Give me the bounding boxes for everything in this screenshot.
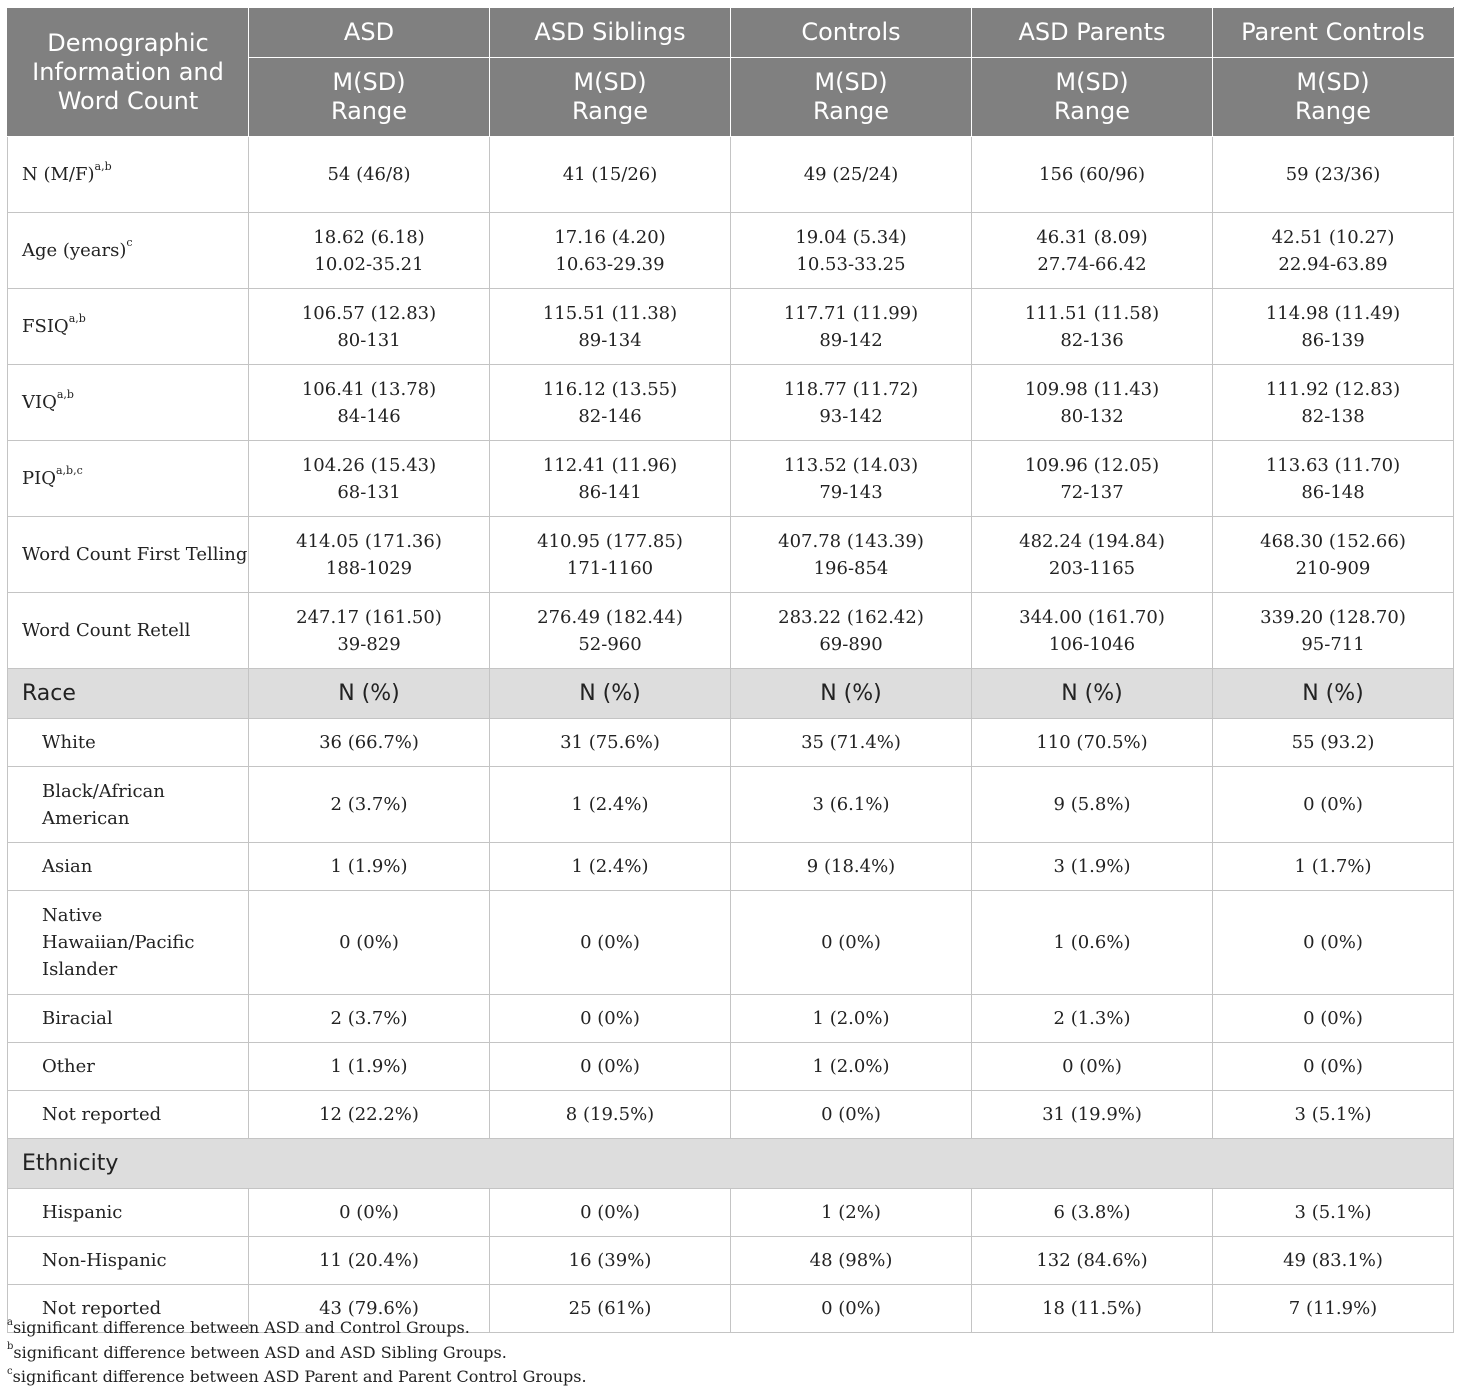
- race-section-title: Race: [8, 669, 249, 719]
- data-cell: [490, 593, 731, 669]
- data-cell: [490, 365, 731, 441]
- mean-sd-value: 414.05 (171.36): [296, 530, 442, 552]
- stat-header-mean: M(SD): [814, 68, 888, 96]
- footnote-mark: b: [7, 1341, 14, 1353]
- race-stat-label: N (%): [731, 669, 972, 719]
- data-cell: 6 (3.8%): [972, 1189, 1213, 1237]
- data-cell: 2 (3.7%): [249, 995, 490, 1043]
- row-label-superscript: a,b: [68, 312, 86, 325]
- data-cell: 1 (1.9%): [249, 843, 490, 891]
- row-label: Not reported: [8, 1285, 249, 1333]
- data-cell: 43 (79.6%): [249, 1285, 490, 1333]
- table-row: [8, 593, 1454, 669]
- row-label-superscript: a,b: [56, 388, 74, 401]
- table-row: [8, 137, 1454, 213]
- footnote: [7, 1316, 587, 1341]
- data-cell: [249, 365, 490, 441]
- data-cell: 1 (2%): [731, 1189, 972, 1237]
- range-value: 82-146: [578, 405, 642, 427]
- row-label: Hispanic: [8, 1189, 249, 1237]
- mean-sd-value: 407.78 (143.39): [778, 530, 924, 552]
- mean-sd-value: 115.51 (11.38): [542, 302, 678, 324]
- data-cell: [731, 213, 972, 289]
- data-cell: 0 (0%): [731, 1091, 972, 1139]
- mean-sd-value: 482.24 (194.84): [1019, 530, 1165, 552]
- first-column-header: Demographic Information and Word Count: [8, 8, 249, 137]
- data-cell: [490, 441, 731, 517]
- race-stat-label: N (%): [972, 669, 1213, 719]
- table-row: [8, 767, 1454, 843]
- row-label-text: VIQ: [22, 392, 57, 413]
- mean-sd-value: 18.62 (6.18): [313, 226, 425, 248]
- footnote-text: significant difference between ASD Parent and Parent Control Groups.: [12, 1367, 587, 1386]
- group-header-asd: ASD: [249, 8, 490, 58]
- data-cell: 0 (0%): [249, 1189, 490, 1237]
- footnote-text: significant difference between ASD and ASD Sibling Groups.: [13, 1342, 507, 1362]
- row-label: Biracial: [8, 995, 249, 1043]
- demographics-table: [7, 7, 1454, 1333]
- stat-header: [249, 58, 490, 137]
- range-value: 93-142: [819, 405, 883, 427]
- mean-sd-value: 111.51 (11.58): [1024, 302, 1160, 324]
- mean-sd-value: 109.96 (12.05): [1024, 454, 1160, 476]
- range-value: 86-148: [1301, 481, 1365, 503]
- data-cell: [972, 137, 1213, 213]
- range-value: 72-137: [1060, 481, 1124, 503]
- mean-sd-value: 46.31 (8.09): [1036, 226, 1148, 248]
- mean-sd-value: 17.16 (4.20): [554, 226, 666, 248]
- data-cell: 0 (0%): [731, 1285, 972, 1333]
- mean-sd-value: 344.00 (161.70): [1019, 606, 1165, 628]
- table-row: [8, 843, 1454, 891]
- data-cell: 1 (2.0%): [731, 1043, 972, 1091]
- row-label: Native Hawaiian/Pacific Islander: [8, 891, 249, 995]
- data-cell: 0 (0%): [1213, 767, 1454, 843]
- race-stat-label: N (%): [1213, 669, 1454, 719]
- data-cell: [490, 517, 731, 593]
- demographics-table-container: [7, 7, 1453, 1333]
- data-cell: [1213, 289, 1454, 365]
- table-row: [8, 1091, 1454, 1139]
- range-value: 89-142: [819, 329, 883, 351]
- table-row: [8, 517, 1454, 593]
- data-cell: [731, 593, 972, 669]
- mean-sd-value: 41 (15/26): [562, 164, 658, 185]
- row-label-text: Word Count First Telling: [22, 544, 248, 565]
- mean-sd-value: 54 (46/8): [327, 164, 411, 185]
- row-label: [8, 289, 249, 365]
- range-value: 82-136: [1060, 329, 1124, 351]
- data-cell: [249, 593, 490, 669]
- data-cell: [1213, 213, 1454, 289]
- mean-sd-value: 113.63 (11.70): [1265, 454, 1401, 476]
- data-cell: [731, 441, 972, 517]
- data-cell: [731, 289, 972, 365]
- row-label: Black/African American: [8, 767, 249, 843]
- row-label: [8, 213, 249, 289]
- data-cell: 0 (0%): [490, 1189, 731, 1237]
- row-label-text: Age (years): [22, 240, 127, 261]
- range-value: 210-909: [1295, 557, 1371, 579]
- data-cell: [731, 365, 972, 441]
- stat-header: [490, 58, 731, 137]
- range-value: 10.53-33.25: [796, 253, 906, 275]
- range-value: 80-131: [337, 329, 401, 351]
- row-label: [8, 365, 249, 441]
- mean-sd-value: 104.26 (15.43): [301, 454, 437, 476]
- data-cell: 35 (71.4%): [731, 719, 972, 767]
- table-row: [8, 1189, 1454, 1237]
- range-value: 10.02-35.21: [314, 253, 424, 275]
- mean-sd-value: 42.51 (10.27): [1271, 226, 1395, 248]
- data-cell: [490, 289, 731, 365]
- data-cell: [1213, 441, 1454, 517]
- mean-sd-value: 247.17 (161.50): [296, 606, 442, 628]
- table-row: [8, 891, 1454, 995]
- row-label-text: FSIQ: [22, 316, 69, 337]
- range-value: 106-1046: [1048, 633, 1136, 655]
- row-label-text: PIQ: [22, 468, 56, 489]
- row-label: Non-Hispanic: [8, 1237, 249, 1285]
- range-value: 86-141: [578, 481, 642, 503]
- range-value: 10.63-29.39: [555, 253, 665, 275]
- data-cell: [731, 517, 972, 593]
- range-value: 69-890: [819, 633, 883, 655]
- row-label: [8, 441, 249, 517]
- data-cell: 2 (3.7%): [249, 767, 490, 843]
- mean-sd-value: 113.52 (14.03): [783, 454, 919, 476]
- mean-sd-value: 106.57 (12.83): [301, 302, 437, 324]
- stat-header-range: Range: [812, 97, 890, 125]
- data-cell: 8 (19.5%): [490, 1091, 731, 1139]
- footnote-mark: a: [7, 1316, 13, 1328]
- data-cell: 1 (1.9%): [249, 1043, 490, 1091]
- data-cell: 3 (5.1%): [1213, 1091, 1454, 1139]
- data-cell: [972, 441, 1213, 517]
- stat-header-mean: M(SD): [1296, 68, 1370, 96]
- data-cell: 25 (61%): [490, 1285, 731, 1333]
- data-cell: [972, 213, 1213, 289]
- range-value: 68-131: [337, 481, 401, 503]
- range-value: 80-132: [1060, 405, 1124, 427]
- stat-header: [972, 58, 1213, 137]
- row-label: [8, 593, 249, 669]
- data-cell: 31 (19.9%): [972, 1091, 1213, 1139]
- range-value: 95-711: [1301, 633, 1365, 655]
- row-label: Not reported: [8, 1091, 249, 1139]
- table-row: [8, 1237, 1454, 1285]
- row-label: Asian: [8, 843, 249, 891]
- race-section-header: [8, 669, 1454, 719]
- mean-sd-value: 118.77 (11.72): [783, 378, 919, 400]
- table-row: [8, 213, 1454, 289]
- row-label-text: N (M/F): [22, 164, 95, 185]
- group-header-asd-siblings: ASD Siblings: [490, 8, 731, 58]
- range-value: 79-143: [819, 481, 883, 503]
- data-cell: [972, 365, 1213, 441]
- ethnicity-section-title: Ethnicity: [8, 1139, 1454, 1189]
- footnote-mark: c: [7, 1365, 13, 1377]
- data-cell: [490, 137, 731, 213]
- data-cell: 1 (2.0%): [731, 995, 972, 1043]
- row-label-superscript: a,b: [94, 160, 112, 173]
- data-cell: 31 (75.6%): [490, 719, 731, 767]
- table-row: [8, 719, 1454, 767]
- mean-sd-value: 468.30 (152.66): [1260, 530, 1406, 552]
- mean-sd-value: 276.49 (182.44): [537, 606, 683, 628]
- table-row: [8, 995, 1454, 1043]
- data-cell: 0 (0%): [490, 891, 731, 995]
- data-cell: 48 (98%): [731, 1237, 972, 1285]
- mean-sd-value: 114.98 (11.49): [1265, 302, 1401, 324]
- footnote: [7, 1365, 587, 1390]
- row-label: Other: [8, 1043, 249, 1091]
- data-cell: [249, 289, 490, 365]
- data-cell: 12 (22.2%): [249, 1091, 490, 1139]
- data-cell: 0 (0%): [1213, 891, 1454, 995]
- mean-sd-value: 59 (23/36): [1285, 164, 1381, 185]
- range-value: 82-138: [1301, 405, 1365, 427]
- mean-sd-value: 156 (60/96): [1039, 164, 1145, 185]
- table-header: [8, 8, 1454, 137]
- table-row: [8, 441, 1454, 517]
- group-header-controls: Controls: [731, 8, 972, 58]
- data-cell: 49 (83.1%): [1213, 1237, 1454, 1285]
- stat-header-range: Range: [1053, 97, 1131, 125]
- range-value: 22.94-63.89: [1278, 253, 1388, 275]
- mean-sd-value: 339.20 (128.70): [1260, 606, 1406, 628]
- group-header-parent-controls: Parent Controls: [1213, 8, 1454, 58]
- data-cell: 16 (39%): [490, 1237, 731, 1285]
- demographics-body: [8, 137, 1454, 669]
- data-cell: 0 (0%): [490, 995, 731, 1043]
- range-value: 84-146: [337, 405, 401, 427]
- range-value: 86-139: [1301, 329, 1365, 351]
- data-cell: 1 (1.7%): [1213, 843, 1454, 891]
- mean-sd-value: 109.98 (11.43): [1024, 378, 1160, 400]
- data-cell: [249, 441, 490, 517]
- mean-sd-value: 112.41 (11.96): [542, 454, 678, 476]
- race-body: [8, 669, 1454, 1139]
- data-cell: 2 (1.3%): [972, 995, 1213, 1043]
- mean-sd-value: 19.04 (5.34): [795, 226, 907, 248]
- data-cell: [249, 137, 490, 213]
- data-cell: 18 (11.5%): [972, 1285, 1213, 1333]
- mean-sd-value: 49 (25/24): [803, 164, 899, 185]
- mean-sd-value: 410.95 (177.85): [537, 530, 683, 552]
- data-cell: 3 (5.1%): [1213, 1189, 1454, 1237]
- range-value: 188-1029: [325, 557, 413, 579]
- stat-header: [1213, 58, 1454, 137]
- footnote-text: significant difference between ASD and Control Groups.: [12, 1318, 470, 1337]
- mean-sd-value: 106.41 (13.78): [301, 378, 437, 400]
- row-label: [8, 137, 249, 213]
- ethnicity-body: [8, 1139, 1454, 1333]
- group-header-asd-parents: ASD Parents: [972, 8, 1213, 58]
- mean-sd-value: 283.22 (162.42): [778, 606, 924, 628]
- stat-header-range: Range: [571, 97, 649, 125]
- table-row: [8, 365, 1454, 441]
- row-label-superscript: a,b,c: [55, 464, 83, 477]
- footnotes: [7, 1316, 587, 1390]
- data-cell: 3 (1.9%): [972, 843, 1213, 891]
- table-row: [8, 289, 1454, 365]
- row-label: [8, 517, 249, 593]
- data-cell: 0 (0%): [249, 891, 490, 995]
- data-cell: 0 (0%): [1213, 1043, 1454, 1091]
- ethnicity-section-header: [8, 1139, 1454, 1189]
- data-cell: 1 (2.4%): [490, 767, 731, 843]
- data-cell: 11 (20.4%): [249, 1237, 490, 1285]
- data-cell: 7 (11.9%): [1213, 1285, 1454, 1333]
- data-cell: [1213, 593, 1454, 669]
- stat-header-range: Range: [330, 97, 408, 125]
- range-value: 39-829: [337, 633, 401, 655]
- data-cell: [731, 137, 972, 213]
- row-label: White: [8, 719, 249, 767]
- data-cell: [1213, 137, 1454, 213]
- data-cell: 55 (93.2): [1213, 719, 1454, 767]
- stat-header: [731, 58, 972, 137]
- data-cell: 110 (70.5%): [972, 719, 1213, 767]
- data-cell: 9 (5.8%): [972, 767, 1213, 843]
- range-value: 171-1160: [566, 557, 654, 579]
- data-cell: 0 (0%): [731, 891, 972, 995]
- mean-sd-value: 117.71 (11.99): [783, 302, 919, 324]
- data-cell: 3 (6.1%): [731, 767, 972, 843]
- data-cell: [249, 517, 490, 593]
- range-value: 27.74-66.42: [1037, 253, 1147, 275]
- data-cell: [972, 517, 1213, 593]
- range-value: 52-960: [578, 633, 642, 655]
- row-label-superscript: c: [126, 236, 133, 249]
- stat-header-mean: M(SD): [573, 68, 647, 96]
- table-row: [8, 1043, 1454, 1091]
- data-cell: [249, 213, 490, 289]
- data-cell: 1 (0.6%): [972, 891, 1213, 995]
- data-cell: [1213, 365, 1454, 441]
- data-cell: 132 (84.6%): [972, 1237, 1213, 1285]
- mean-sd-value: 116.12 (13.55): [542, 378, 678, 400]
- data-cell: 9 (18.4%): [731, 843, 972, 891]
- stat-header-range: Range: [1294, 97, 1372, 125]
- data-cell: [490, 213, 731, 289]
- data-cell: 36 (66.7%): [249, 719, 490, 767]
- footnote: [7, 1341, 587, 1366]
- row-label-text: Word Count Retell: [22, 620, 191, 641]
- mean-sd-value: 111.92 (12.83): [1265, 378, 1401, 400]
- range-value: 89-134: [578, 329, 642, 351]
- data-cell: [972, 289, 1213, 365]
- data-cell: 0 (0%): [972, 1043, 1213, 1091]
- data-cell: 0 (0%): [1213, 995, 1454, 1043]
- range-value: 203-1165: [1048, 557, 1136, 579]
- range-value: 196-854: [813, 557, 889, 579]
- data-cell: [1213, 517, 1454, 593]
- race-stat-label: N (%): [490, 669, 731, 719]
- data-cell: [972, 593, 1213, 669]
- race-stat-label: N (%): [249, 669, 490, 719]
- stat-header-mean: M(SD): [1055, 68, 1129, 96]
- data-cell: 0 (0%): [490, 1043, 731, 1091]
- data-cell: 1 (2.4%): [490, 843, 731, 891]
- stat-header-mean: M(SD): [332, 68, 406, 96]
